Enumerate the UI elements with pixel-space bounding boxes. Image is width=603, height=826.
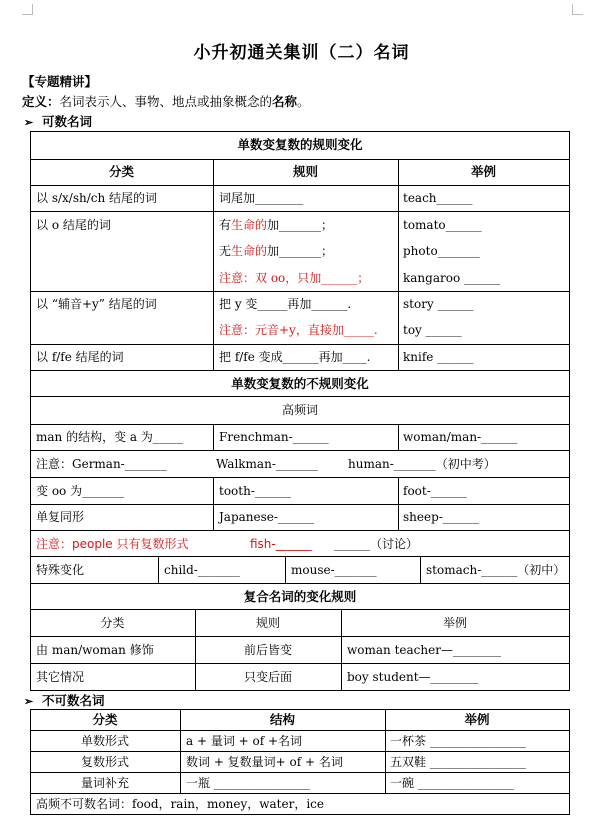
compound-cell: 其它情况: [36, 670, 85, 684]
irregular-cell: 注意：German-_______: [36, 457, 167, 471]
row-example: photo_______: [403, 244, 480, 258]
irregular-cell: child-_______: [164, 563, 240, 577]
definition-keyword: 名称: [272, 94, 298, 109]
definition-text: 名词表示人、事物、地点或抽象概念的: [59, 94, 273, 109]
row-example: story ______: [403, 297, 474, 311]
irregular-note: 注意：people 只有复数形式: [36, 537, 189, 551]
col-header-category: 分类: [108, 164, 134, 179]
arrow-bullet-icon: ➢: [24, 116, 34, 129]
irregular-cell: 单复同形: [36, 510, 85, 524]
row-category: 以 f/fe 结尾的词: [36, 350, 124, 364]
col-header-rule: 规则: [292, 164, 318, 179]
row-example: knife ______: [403, 350, 474, 364]
page-title: 小升初通关集训（二）名词: [193, 43, 410, 63]
section-header: 【专题精讲】: [22, 74, 98, 89]
uncountable-cell: 一碗 ________________: [390, 776, 514, 790]
regular-table-title: 单数变复数的规则变化: [237, 137, 363, 152]
irregular-cell: mouse-_______: [291, 563, 377, 577]
irregular-cell: sheep-______: [403, 510, 479, 524]
uncountable-cell: a + 量词 + of +名词: [186, 734, 303, 748]
col-header-rule: 规则: [255, 616, 280, 630]
row-example: toy ______: [403, 323, 462, 337]
row-rule: 把 y 变_____再加______.: [219, 297, 352, 311]
irregular-cell: Japanese-______: [219, 510, 314, 524]
compound-table-title: 复合名词的变化规则: [243, 589, 357, 604]
col-header-category: 分类: [92, 712, 118, 727]
irregular-cell: Walkman-_______: [216, 457, 318, 471]
row-rule: 无生命的加_______；: [219, 244, 334, 258]
uncountable-heading-label: 不可数名词: [41, 693, 105, 708]
uncountable-cell: 一瓶 ________________: [186, 776, 310, 790]
countable-heading-label: 可数名词: [41, 114, 92, 129]
irregular-cell: fish-______: [250, 537, 312, 551]
definition: [22, 92, 310, 110]
uncountable-cell: 单数形式: [80, 734, 129, 748]
uncountable-cell: 一杯茶 ________________: [390, 734, 526, 748]
compound-cell: 由 man/woman 修饰: [36, 643, 154, 657]
col-header-example: 举例: [464, 712, 490, 727]
uncountable-cell: 数词 + 复数量词+ of + 名词: [186, 755, 343, 769]
arrow-bullet-icon: ➢: [24, 695, 34, 708]
row-category: 以 s/x/sh/ch 结尾的词: [36, 191, 158, 205]
compound-cell: 只变后面: [243, 670, 292, 684]
col-header-example: 举例: [442, 616, 467, 630]
compound-cell: woman teacher—________: [347, 643, 501, 657]
row-category: 以 o 结尾的词: [36, 218, 111, 232]
irregular-cell: stomach-______（初中）: [426, 563, 566, 577]
row-rule-note: 注意：双 oo，只加______；: [219, 271, 370, 285]
uncountable-heading: [24, 691, 104, 709]
irregular-cell: 特殊变化: [36, 563, 85, 577]
countable-heading: [24, 112, 92, 130]
definition-label: 定义：: [22, 94, 60, 109]
row-example: tomato______: [403, 218, 482, 232]
uncountable-footer: 高频不可数名词：food，rain，money，water，ice: [36, 797, 324, 811]
uncountable-cell: 量词补充: [80, 776, 129, 790]
row-rule: 词尾加________: [219, 191, 304, 205]
irregular-subtitle: 高频词: [281, 403, 318, 417]
uncountable-cell: 五双鞋 ________________: [390, 755, 526, 769]
row-example: teach______: [403, 191, 473, 205]
irregular-cell: Frenchman-______: [219, 430, 329, 444]
irregular-cell: human-_______（初中考）: [348, 457, 496, 471]
irregular-cell: man 的结构，变 a 为_____: [36, 430, 183, 444]
irregular-cell: woman/man-______: [403, 430, 518, 444]
irregular-table-title: 单数变复数的不规则变化: [231, 376, 369, 391]
row-category: 以 “辅音+y” 结尾的词: [36, 297, 157, 311]
col-header-structure: 结构: [269, 712, 295, 727]
corner-mark: [572, 4, 583, 15]
col-header-category: 分类: [100, 616, 125, 630]
row-example: kangaroo ______: [403, 271, 500, 285]
irregular-cell: 变 oo 为_______: [36, 484, 125, 498]
uncountable-cell: 复数形式: [80, 755, 129, 769]
irregular-cell: tooth-______: [219, 484, 291, 498]
compound-cell: boy student—________: [347, 670, 479, 684]
irregular-cell: foot-______: [403, 484, 467, 498]
col-header-example: 举例: [470, 164, 496, 179]
compound-cell: 前后皆变: [243, 643, 292, 657]
row-rule-note: 注意：元音+y，直接加_____.: [219, 323, 378, 337]
row-rule: 把 f/fe 变成______再加____.: [219, 350, 371, 364]
definition-end: 。: [297, 94, 310, 109]
corner-mark: [22, 4, 33, 15]
row-rule: 有生命的加_______；: [219, 218, 334, 232]
irregular-cell: ______（讨论）: [334, 537, 419, 551]
